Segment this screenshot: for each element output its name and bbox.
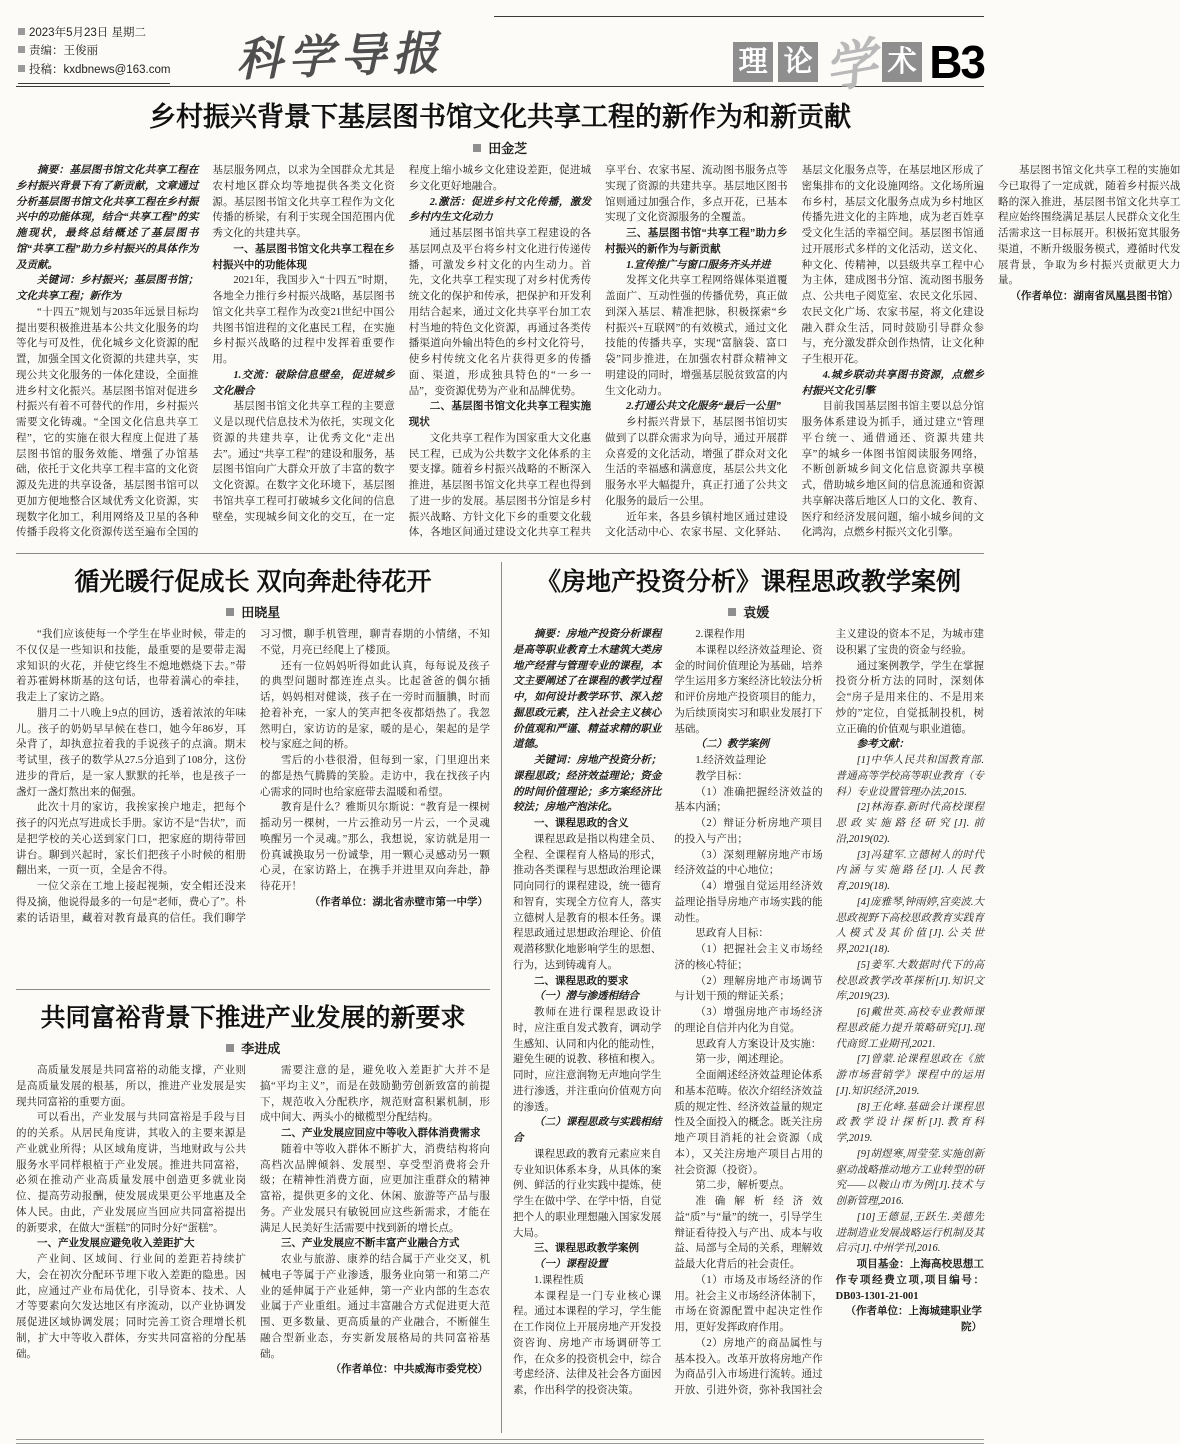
fund-note: 项目基金：上海高校思想工作专项经费立项,项目编号：DB03-1301-21-001 (835, 1259, 984, 1302)
section-char-box: 术 (882, 42, 922, 82)
article-byline (16, 602, 490, 621)
paragraph: 发挥文化共享工程网络媒体渠道覆盖面广、互动性强的传播优势，真正做到深入基层、精准把脉，积极探索“乡村振兴+互联网”的有效模式，通过文化技能的传播共享，实现“富脑袋、富口袋”同步推进，在加强农村群众精神文明建设的同时，增强基层脱贫致富的内生文化动力。 (605, 275, 788, 397)
newspaper-masthead: 科学导报 (235, 25, 445, 87)
paragraph: 基层图书馆文化共享工程的实施如今已取得了一定成就，随着乡村振兴战略的深入推进，基层图书馆文化共享工程应始终围绕满足基层人民群众文化生活需求这一目标展开。积极拓宽其服务渠道，不断升级服务模式，遵循时代发展背景，争取为乡村振兴贡献更大力量。 (997, 165, 1180, 287)
sub-heading: 4.城乡联动共享图书资源，点燃乡村振兴文化引擎 (801, 369, 984, 397)
submission-line (18, 61, 170, 79)
sub-heading: 1.交流：破除信息壁垒，促进城乡文化融合 (212, 369, 395, 397)
paragraph: 文化共享工程作为国家重大文化惠民工程，已成为公共数字文化体系的主要支撑。随着乡村振兴战略的不断深入推进，基层图书馆文化共享工程也得到了进一步的发展。基层图书分馆是乡村振兴战略、方针文化下乡的重要文化载体，各地区间通过建设文化共享工程共享平台、农家书屋、流动图书服务点等实现了资源的共建共享。基层地区图书馆则通过加强合作，多点开花，已基本实现了文化资源服务的全覆盖。 (408, 165, 788, 539)
author-name: 田晓星 (241, 605, 281, 620)
reference-item: [5]姜军.大数据时代下的高校思政教学改革探析[J].知识文库,2019(23). (835, 959, 984, 1003)
sub-heading: 2.打通公共文化服务“最后一公里” (626, 401, 782, 413)
paragraph: （3）深刻理解房地产市场经济效益的中心地位； (674, 849, 823, 877)
paragraph: 目前我国基层图书馆主要以总分馆服务体系建设为抓手，通过建立“管理平台统一、通借通还、资源共建共享”的城乡一体图书馆阅读服务网络，不断创新城乡间文化信息资源共享模式，借助城乡地区间的信息流通和资源共享解决落后地区人口的文化、教育、医疗和经济发展问题，缩小城乡间的文化鸿沟，点燃乡村振兴文化引擎。 (801, 401, 984, 539)
paragraph: 课程思政的教育元素应来自专业知识体系本身，从具体的案例、鲜活的行业实践中提炼，使学生在做中学、在学中悟，自觉把个人的职业理想融入国家发展大局。 (513, 1148, 662, 1239)
issue-date: 2023年5月23日 星期二 (29, 27, 146, 39)
bullet-square-icon (18, 65, 25, 72)
section-heading: 三、基层图书馆“共享工程”助力乡村振兴的新作为与新贡献 (605, 227, 788, 255)
paragraph: “我们应该使每一个学生在毕业时候，带走的不仅仅是一些知识和技能，最重要的是要带走渴求知识的火花，并使它终生不熄地燃烧下去。”带着苏霍姆林斯基的这句话，也带着满心的牵挂，我走上了家访之路。 (16, 629, 246, 703)
paragraph: （2）理解房地产市场调节与计划干预的辩证关系； (674, 975, 823, 1003)
article-body-columns (16, 1063, 490, 1433)
section-heading: 一、产业发展应避免收入差距扩大 (37, 1237, 195, 1250)
paragraph: 思政育人方案设计及实施： (695, 1038, 822, 1050)
sub-heading: （二）教学案例 (695, 739, 769, 751)
page-header (16, 12, 984, 101)
bullet-square-icon (18, 46, 25, 53)
submission-email: 投稿：kxdbnews@163.com (29, 63, 171, 76)
section-char-calligraphy: 学 (820, 31, 882, 101)
section-heading: 三、课程思政教学案例 (534, 1242, 639, 1255)
section-char-box: 论 (778, 42, 818, 82)
article-rural-library-share-project (16, 87, 1180, 554)
reference-item: [10]王德显,王跃生.美德先进制造业发展战略运行机制及其启示[J].中州学刊,2016. (835, 1211, 984, 1255)
section-title (733, 24, 984, 99)
paragraph: （4）增强自觉运用经济效益理论指导房地产市场实践的能动性。 (674, 881, 823, 924)
sub-heading: 参考文献： (856, 739, 910, 751)
author-affiliation: （作者单位：上海城建职业学院） (845, 1305, 982, 1333)
page-number: B3 (929, 35, 984, 88)
keywords: 关键词：乡村振兴；基层图书馆；文化共享工程；新作为 (16, 275, 199, 302)
sub-heading: 1.宣传推广与窗口服务齐头并进 (626, 259, 771, 271)
paragraph: 课程思政是指以构建全员、全程、全课程育人格局的形式，推动各类课程与思想政治理论课同向同行的课程建设，统一德育和智育，实现全方位育人，落实立德树人是教育的根本任务。课程思政通过思想政治理论、价值观潜移默化地影响学生的思想、行为，达到铸魂育人。 (513, 833, 662, 971)
sub-heading: （一）课程设置 (534, 1259, 608, 1270)
paragraph: 此次十月的家访，我挨家挨户地走，把每个孩子的闪光点写进成长手册。家访不是“告状”，而是把学校的关心送到家门口，把家庭的期待带回讲台。聊到兴起时，家长们把孩子小时候的相册翻出来，一页一页，全是舍不得。 (16, 802, 246, 877)
paragraph: 第二步，解析要点。 (695, 1180, 790, 1192)
reference-item: [8]王化峰.基础会计课程思政教学设计探析[J].教育科学,2019. (835, 1101, 984, 1144)
paragraph: （2）房地产的商品属性与基本投入。改革开放将房地产作为商品引入市场进行流转。通过开放、引进外资，弥补我国社会主义建设的资本不足，为城市建设积累了宝贵的资金与经验。 (674, 629, 984, 1396)
paragraph: 准确解析经济效益“质”与“量”的统一，引导学生辩证看待投入与产出、成本与收益、局部与全局的关系，理解效益最大化背后的社会责任。 (674, 1196, 823, 1270)
paragraph: 近年来，各县乡镇村地区通过建设文化活动中心、农家书屋、文化驿站、基层文化服务点等，在基层地区形成了密集排布的文化设施网络。文化场所遍布乡村，基层文化服务点成为乡村地区传播先进文化的主阵地，成为老百姓享受文化生活的幸福空间。基层图书馆通过开展形式多样的文化活动，送文化、种文化、传精神，以县级共享工程中心为主体，建成图书分馆、流动图书服务点、公共电子阅览室、农民文化乐园、农民文化广场、农家书屋，将文化建设融入群众生活，同时鼓励引导群众参与，充分激发群众创作热情，让文化种子生根开花。 (605, 165, 984, 539)
paragraph: （1）把握社会主义市场经济的核心特征； (674, 944, 823, 971)
article-body-columns (16, 163, 1180, 543)
paragraph: 腊月二十八晚上9点的回访，透着浓浓的年味儿。孩子的奶奶早早候在巷口，她今年86岁，耳朵背了，却执意拉着我的手说孩子的点滴。期末考试里，孩子的数学从27.5分追到了108分，这份进步的背后，是一家人默默的托举，也是孩子一盏灯一盏灯熬出来的倔强。 (16, 707, 246, 798)
editor-name: 责编：王俊丽 (29, 45, 98, 58)
section-heading: 三、产业发展应不断丰富产业融合方式 (281, 1237, 460, 1250)
article-common-prosperity-industry (16, 998, 490, 1433)
byline-square-icon (226, 1044, 234, 1052)
paragraph: 教学目标： (695, 770, 748, 782)
paragraph: 乡村振兴背景下，基层图书馆切实做到了以群众需求为向导，通过开展群众喜爱的文化活动，增强了群众对文化生活的幸福感和满意度，基层公共文化服务水平大幅提升，真正打通了公共文化服务的最后一公里。 (605, 417, 788, 507)
author-affiliation: （作者单位：湖北省赤壁市第一中学） (309, 895, 488, 908)
reference-item: [4]庞雅琴,钟雨婷,宫奕波.大思政视野下高校思政教育实践育人模式及其价值[J].公关世界,2021(18). (835, 896, 984, 955)
keywords: 关键词：房地产投资分析；课程思政；经济效益理论；资金的时间价值理论；多方案经济比较法；房地产泡沫化。 (513, 755, 662, 814)
bullet-square-icon (18, 28, 25, 35)
section-heading: 二、产业发展应回应中等收入群体消费需求 (281, 1127, 481, 1139)
reference-item: [3]冯建军.立德树人的时代内涵与实施路径[J].人民教育,2019(18). (835, 849, 984, 892)
author-affiliation: （作者单位：湖南省凤凰县图书馆） (1010, 290, 1179, 302)
reference-item: [7]曾蒙.论课程思政在《旅游市场营销学》课程中的运用[J].知识经济,2019. (835, 1054, 984, 1097)
paragraph: 产业间、区域间、行业间的差距若持续扩大，会在初次分配环节埋下收入差距的隐患。因此，应通过产业布局优化，引导资本、技术、人才等要素向欠发达地区有序流动，以产业协调发展促进区域协调发展；同时完善工资合理增长机制，扩大中等收入群体，夯实共同富裕的分配基础。 (16, 1254, 246, 1360)
section-char-box: 理 (733, 42, 773, 82)
paragraph: 2.课程作用 (695, 629, 746, 640)
paragraph: 可以看出，产业发展与共同富裕是手段与目的的关系。从居民角度讲，其收入的主要来源是产业就业所得；从区域角度讲，当地财政与公共服务水平同样根植于产业发展。推进共同富裕，必须在推动产业高质量发展中创造更多就业岗位、提高劳动报酬，使发展成果更公平地惠及全体人民。由此，产业发展应当回应共同富裕提出的新要求，在做大“蛋糕”的同时分好“蛋糕”。 (16, 1112, 246, 1234)
paragraph: 农业与旅游、康养的结合属于产业交叉，机械电子等属于产业渗透，服务业向第一和第二产业的延伸属于产业延伸，第一产业内部的生态农业属于产业重组。通过丰富融合方式促进更大范围、更多数量、更高质量的产业融合，不断催生融合型新业态，夯实新发展格局的共同富裕基础。 (260, 1254, 490, 1360)
paragraph: 高质量发展是共同富裕的动能支撑，产业则是高质量发展的根基，所以，推进产业发展是实现共同富裕的重要方面。 (16, 1065, 246, 1108)
byline-square-icon (226, 608, 234, 616)
paragraph: 一位父亲在工地上接起视频，安全帽还没来得及摘，他说得最多的一句是“老师，费心了”。朴素的话语里，藏着对教育最真的信任。我们聊学习习惯，聊手机管理，聊青春期的小情绪，不知不觉，月亮已经爬上了楼顶。 (16, 629, 490, 924)
editor-line (18, 42, 170, 60)
article-byline (16, 138, 984, 157)
section-heading: 二、基层图书馆文化共享工程实施现状 (408, 400, 592, 428)
article-title: 乡村振兴背景下基层图书馆文化共享工程的新作为和新贡献 (149, 102, 851, 132)
section-banner (494, 16, 984, 99)
article-body-columns (513, 627, 984, 1405)
paragraph: 本课程以经济效益理论、资金的时间价值理论为基础，培养学生运用多方案经济比较法分析和评价房地产投资项目的能力，为后续顶岗实习和职业发展打下基础。 (674, 644, 823, 735)
paragraph: 教育是什么？雅斯贝尔斯说：“教育是一棵树摇动另一棵树，一片云推动另一片云，一个灵魂唤醒另一个灵魂。”那么，我想说，家访就是用一份真诚换取另一份诚挚，用一颗心灵感动另一颗心灵，在家访路上，在携手并进里双向奔赴，静待花开！ (260, 802, 490, 892)
paragraph: （1）准确把握经济效益的基本内涵； (674, 786, 823, 814)
paragraph: 全面阐述经济效益理论体系和基本范畴。依次介绍经济效益质的规定性、经济效益量的规定性及全面投入的概念。既关注房地产项目消耗的社会资源（成本），又关注房地产项目占用的社会资源（投资）。 (674, 1070, 823, 1176)
paragraph: 第一步，阐述理论。 (695, 1054, 790, 1066)
paragraph: 通过基层图书馆共享工程建设的各基层网点及平台将乡村文化进行传递传播，可激发乡村文化的内生动力。首先，文化共享工程实现了对乡村优秀传统文化的保护和传承，把保护和开发利用结合起来，通过文化共享平台加工农村当地的特色文化资源，再通过各类传播渠道向外输出特色的乡村文化符号，使乡村传统文化名片获得更多的传播面、渠道，形成独具特色的“一乡一品”，变资源优势为产业和品牌优势。 (408, 228, 592, 397)
sub-heading: 2.激活：促进乡村文化传播，激发乡村内生文化动力 (408, 196, 592, 224)
article-home-visit-essay (16, 562, 490, 990)
byline-square-icon (728, 608, 736, 616)
author-affiliation: （作者单位：中共威海市委党校） (330, 1363, 488, 1376)
article-title: 循光暖行促成长 双向奔赴待花开 (74, 568, 432, 596)
article-body-columns (16, 627, 490, 979)
abstract: 摘要：基层图书馆文化共享工程在乡村振兴背景下有了新贡献，文章通过分析基层图书馆文化共享工程在乡村振兴中的功能体现，结合“共享工程”的实施现状，最终总结概述了基层图书馆“共享工程”助力乡村振兴的具体作为及贡献。 (16, 165, 199, 271)
page-bottom-rule (16, 1439, 984, 1444)
article-real-estate-course (501, 562, 984, 1433)
sub-heading: （一）潜与渗透相结合 (534, 991, 639, 1003)
abstract: 摘要：房地产投资分析课程是高等职业教育土木建筑大类房地产经营与管理专业的课程，本文主要阐述了在课程的教学过程中，如何设计教学环节、深入挖掘思政元素，注入社会主义核心价值观和严谨、精益求精的职业道德。 (513, 629, 662, 751)
author-name: 袁媛 (743, 605, 770, 620)
reference-item: [1]中华人民共和国教育部.普通高等学校高等职业教育（专科）专业设置管理办法,2015. (835, 755, 984, 798)
paragraph: （3）增强房地产市场经济的理论自信并内化为自觉。 (674, 1007, 823, 1034)
byline-square-icon (473, 144, 481, 152)
sub-heading: （二）课程思政与实践相结合 (513, 1117, 662, 1144)
issue-date-line (18, 24, 170, 42)
paragraph: 基层图书馆文化共享工程的主要意义是以现代信息技术为依托，实现文化资源的共建共享，让优秀文化“走出去”。通过“共享工程”的建设和服务，基层图书馆向广大群众开放了丰富的数字文化资源。在数字文化环境下，基层图书馆共享工程可打破城乡文化间的信息壁垒，实现城乡间文化的交互，在一定程度上缩小城乡文化建设差距，促进城乡文化更好地融合。 (212, 165, 592, 523)
section-heading: 一、课程思政的含义 (534, 817, 629, 829)
reference-item: [2]林海春.新时代高校课程思政实施路径研究[J].前沿,2019(02). (835, 802, 984, 845)
paragraph: 需要注意的是，避免收入差距扩大并不是搞“平均主义”，而是在鼓励勤劳创新致富的前提下，规范收入分配秩序，规范财富积累机制，形成中间大、两头小的橄榄型分配结构。 (260, 1065, 490, 1124)
paragraph: 1.课程性质 (534, 1274, 584, 1286)
section-heading: 一、基层图书馆文化共享工程在乡村振兴中的功能体现 (212, 242, 395, 271)
lower-page-region (16, 562, 984, 1433)
paragraph: 随着中等收入群体不断扩大，消费结构将向高档次品牌倾斜、发展型、享受型消费将会升级；在精神性消费方面，应更加注重群众的精神富裕，提供更多的文化、休闲、旅游等产品与服务。产业发展只有敏锐回应这些新需求，才能在满足人民美好生活需要中找到新的增长点。 (260, 1143, 490, 1234)
issue-info (18, 24, 170, 84)
paragraph: （2）辩证分析房地产项目的投入与产出； (674, 818, 823, 845)
author-name: 李进成 (241, 1041, 281, 1056)
paragraph: 1.经济效益理论 (695, 755, 767, 766)
paragraph: 教师在进行课程思政设计时，应注重自发式教育，调动学生感知、认同和内化的能动性，避免生硬的说教、移植和楔入。同时，应注意润物无声地向学生进行渗透，并注重向价值观方向的渗透。 (513, 1007, 662, 1113)
section-heading: 二、课程思政的要求 (534, 974, 629, 987)
paragraph: 2021年，我国步入“十四五”时期，各地全力推行乡村振兴战略，基层图书馆文化共享工程作为改变21世纪中国公共图书馆进程的文化惠民工程，在实施乡村振兴战略的过程中发挥着重要作用。 (212, 275, 395, 365)
paragraph: 雪后的小巷很滑，但每到一家，门里迎出来的都是热气腾腾的笑脸。走访中，我在找孩子内心需求的同时也给家庭带去温暖和希望。 (260, 755, 490, 798)
article-title: 共同富裕背景下推进产业发展的新要求 (40, 1004, 466, 1032)
paragraph: （1）市场及市场经济的作用。社会主义市场经济体制下，市场在资源配置中起决定性作用，更好发挥政府作用。 (674, 1274, 823, 1333)
paragraph: 思政育人目标： (695, 928, 769, 940)
author-name: 田金芝 (488, 141, 528, 156)
reference-item: [6]戴世英.高校专业教师课程思政能力提升策略研究[J].现代商贸工业期刊,2021. (835, 1007, 984, 1050)
paragraph: 本课程是一门专业核心课程。通过本课程的学习，学生能在工作岗位上开展房地产开发投资咨询、房地产市场调研等工作，在众多的投资机会中，综合考虑经济、法律及社会各方面因素，作出科学的投资决策。 (513, 1290, 662, 1396)
paragraph: 还有一位妈妈听得如此认真，每每说及孩子的典型问题时都连连点头。比起爸爸的偶尔插话，妈妈相对健谈，孩子在一旁时而腼腆，时而抢着补充，一家人的笑声把冬夜都焐热了。我忽然明白，家访访的是家，暖的是心，架起的是学校与家庭之间的桥。 (260, 660, 490, 751)
paragraph: 通过案例教学，学生在掌握投资分析方法的同时，深刻体会“房子是用来住的、不是用来炒的”定位，自觉抵制投机，树立正确的价值观与职业道德。 (835, 660, 984, 735)
article-title: 《房地产投资分析》课程思政教学案例 (535, 568, 961, 596)
paragraph: “十四五”规划与2035年远景目标均提出要积极推进基本公共文化服务的均等化与可及性，优化城乡文化资源的配置，加强全国文化资源的共建共享，实现公共文化服务的一体化建设，全面推进乡村文化振兴。基层图书馆对促进乡村振兴有着不可替代的作用，乡村振兴需要文化铸魂。“全国文化信息共享工程”，它的实施在很大程度上促进了基层图书馆的服务效能、增强了办馆基础，依托于文化共享工程丰富的文化资源及先进的共享设备，基层图书馆可以更加方便地整合区域优秀文化资源，实现数字化加工，利用网络及卫星的各种传播手段将文化资源传送至遍布全国的基层服务网点，以求为全国群众尤其是农村地区群众均等地提供各类文化资源。基层图书馆文化共享工程作为文化传播的桥梁，有利于实现全国范围内优秀文化的共建共享。 (16, 165, 395, 539)
left-column-region (16, 562, 501, 1433)
article-byline (513, 602, 984, 621)
reference-item: [9]胡煜寒,周莹莹.实施创新驱动战略推动地方工业转型的研究——以鞍山市为例[J].技术与创新管理,2016. (835, 1148, 984, 1207)
article-byline (16, 1038, 490, 1057)
